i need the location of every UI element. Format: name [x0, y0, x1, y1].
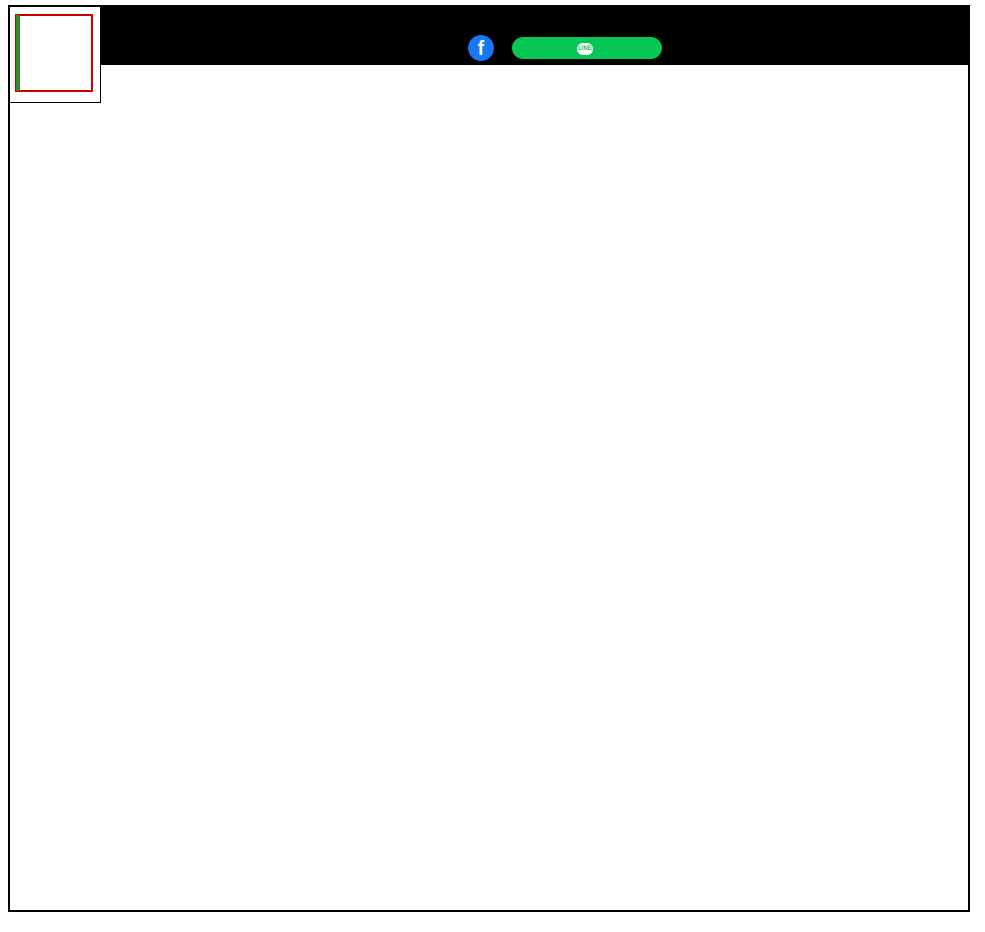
line-openchat-button[interactable]: [512, 37, 662, 59]
promo-block: [446, 7, 970, 65]
line-icon: LINE: [577, 43, 593, 55]
summary-sheet: [8, 5, 970, 912]
title-block: [100, 7, 446, 65]
tfex-logo: [10, 7, 101, 103]
facebook-icon[interactable]: f: [468, 35, 494, 61]
logo-graphic: [10, 7, 100, 102]
